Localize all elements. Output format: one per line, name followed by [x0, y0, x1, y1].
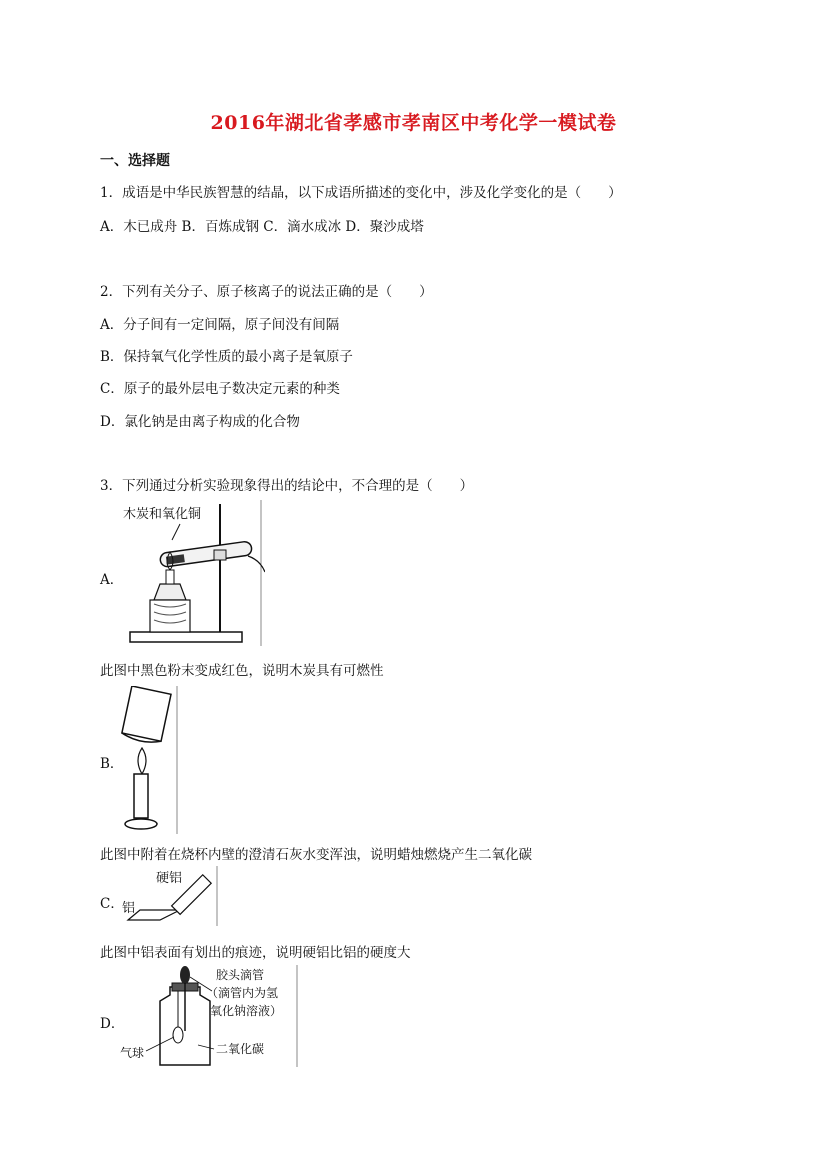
question-3-option-a-label: A．: [100, 572, 124, 588]
question-3-stem: 3．下列通过分析实验现象得出的结论中，不合理的是（ ）: [100, 478, 474, 494]
question-3-option-c-text: 此图中铝表面有划出的痕迹，说明硬铝比铝的硬度大: [100, 945, 411, 961]
section-heading: 一、选择题: [100, 153, 170, 169]
question-3-option-b-label: B．: [100, 756, 124, 772]
aluminum-label: 铝: [122, 900, 136, 915]
question-1-stem: 1．成语是中华民族智慧的结晶，以下成语所描述的变化中，涉及化学变化的是（ ）: [100, 185, 622, 201]
question-1-options: A．木已成舟 B．百炼成钢 C．滴水成冰 D．聚沙成塔: [100, 219, 424, 235]
question-2-option-c: C．原子的最外层电子数决定元素的种类: [100, 381, 340, 397]
question-3-option-b-text: 此图中附着在烧杯内壁的澄清石灰水变浑浊，说明蜡烛燃烧产生二氧化碳: [100, 847, 532, 863]
charcoal-copper-oxide-apparatus-figure: [120, 500, 265, 648]
carbon-dioxide-label: 二氧化碳: [216, 1042, 265, 1056]
balloon-label: 气球: [120, 1046, 145, 1060]
candle-beaker-figure: [120, 686, 180, 836]
question-2-stem: 2．下列有关分子、原子核离子的说法正确的是（ ）: [100, 284, 433, 300]
question-3-option-c-label: C．: [100, 896, 124, 912]
question-2-option-b: B．保持氧气化学性质的最小离子是氧原子: [100, 349, 353, 365]
page-title: 2016年湖北省孝感市孝南区中考化学一模试卷: [210, 112, 617, 134]
question-3-option-d-label: D．: [100, 1016, 125, 1032]
hard-aluminum-scratch-figure: [120, 866, 220, 928]
question-3-option-a-text: 此图中黑色粉末变成红色，说明木炭具有可燃性: [100, 663, 384, 679]
question-2-option-a: A．分子间有一定间隔，原子间没有间隔: [100, 317, 340, 333]
dropper-contents-label-2: 氧化钠溶液）: [210, 1004, 283, 1018]
dropper-balloon-figure: [120, 965, 302, 1069]
dropper-contents-label-1: （滴管内为氢: [206, 986, 279, 1000]
apparatus-label-text: 木炭和氧化铜: [123, 506, 202, 521]
question-2-option-d: D．氯化钠是由离子构成的化合物: [100, 414, 300, 430]
dropper-label: 胶头滴管: [216, 968, 265, 982]
hard-aluminum-label: 硬铝: [156, 870, 183, 885]
